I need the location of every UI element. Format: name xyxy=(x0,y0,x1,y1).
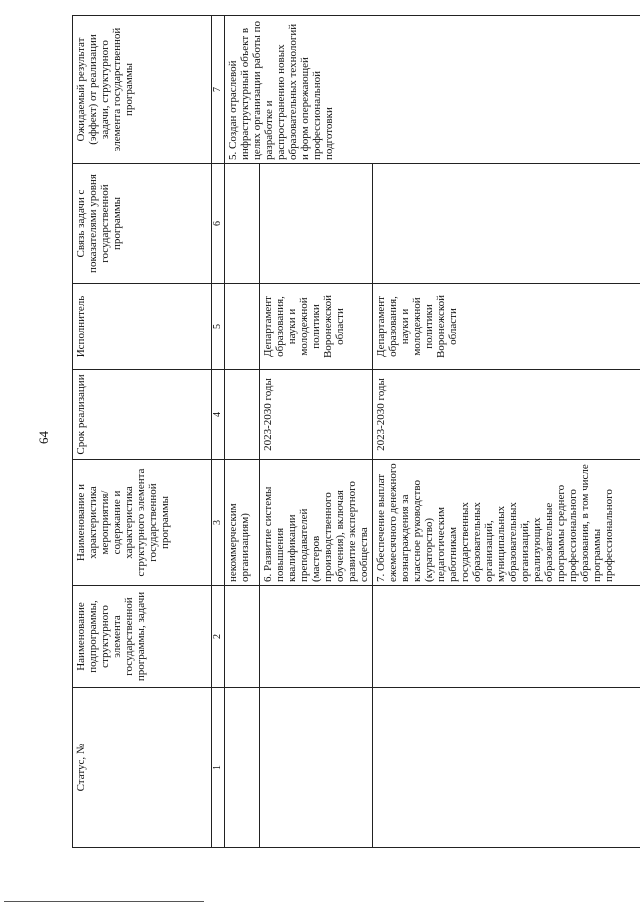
header-executor: Исполнитель xyxy=(73,284,212,370)
cell-measure: некоммерческим организациям) xyxy=(225,460,260,586)
cell-term: 2023-2030 годы xyxy=(373,370,640,460)
cell-measure: 6. Развитие системы повышения квалификации преподавателей (мастеров производственного обучения), включая развитие экспертного сообщества xyxy=(260,460,373,586)
cell-result: 5. Создан отраслевой инфраструктурный объект в целях организации работы по разработке и распространению новых образовательных технологий и форм опережающей профессиональной подготовки xyxy=(225,16,640,164)
cell-link xyxy=(373,164,640,284)
column-number: 1 xyxy=(212,688,225,848)
table-row xyxy=(225,16,260,848)
cell-name xyxy=(373,586,640,688)
page-number: 64 xyxy=(36,431,51,444)
table-header-row xyxy=(73,16,212,848)
header-term: Срок реализации xyxy=(73,370,212,460)
cell-executor xyxy=(225,284,260,370)
cell-link xyxy=(260,164,373,284)
cell-executor: Департамент образования, науки и молодежной политики Воронежской области xyxy=(260,284,373,370)
cell-term xyxy=(225,370,260,460)
column-number: 3 xyxy=(212,460,225,586)
cell-term: 2023-2030 годы xyxy=(260,370,373,460)
cell-status xyxy=(260,688,373,848)
cell-name xyxy=(225,586,260,688)
column-number: 7 xyxy=(212,16,225,164)
column-number: 5 xyxy=(212,284,225,370)
page-bottom-rule xyxy=(4,901,204,902)
column-number: 4 xyxy=(212,370,225,460)
cell-status xyxy=(225,688,260,848)
cell-name xyxy=(260,586,373,688)
column-number-row xyxy=(212,16,225,848)
rotated-table-sheet xyxy=(72,16,615,848)
header-link: Связь задачи с показателями уровня государственной программы xyxy=(73,164,212,284)
header-name: Наименование подпрограммы, структурного элемента государственной программы, задачи xyxy=(73,586,212,688)
cell-measure: 7. Обеспечение выплат ежемесячного денежного вознаграждения за классное руководство (кураторство) педагогическим работникам государственных образовательных организаций, муниципальных образовательных организаций, реализующих образовательные программы среднего профессионального образования, в том числе программы профессионального xyxy=(373,460,640,586)
column-number: 6 xyxy=(212,164,225,284)
header-measure: Наименование и характеристика мероприятия/содержание и характеристика структурного элемента государственной программы xyxy=(73,460,212,586)
program-table xyxy=(72,15,640,848)
header-status: Статус, № xyxy=(73,688,212,848)
cell-executor: Департамент образования, науки и молодежной политики Воронежской области xyxy=(373,284,640,370)
column-number: 2 xyxy=(212,586,225,688)
header-result: Ожидаемый результат (эффект) от реализации задачи, структурного элемента государственной программы xyxy=(73,16,212,164)
cell-link xyxy=(225,164,260,284)
cell-status xyxy=(373,688,640,848)
